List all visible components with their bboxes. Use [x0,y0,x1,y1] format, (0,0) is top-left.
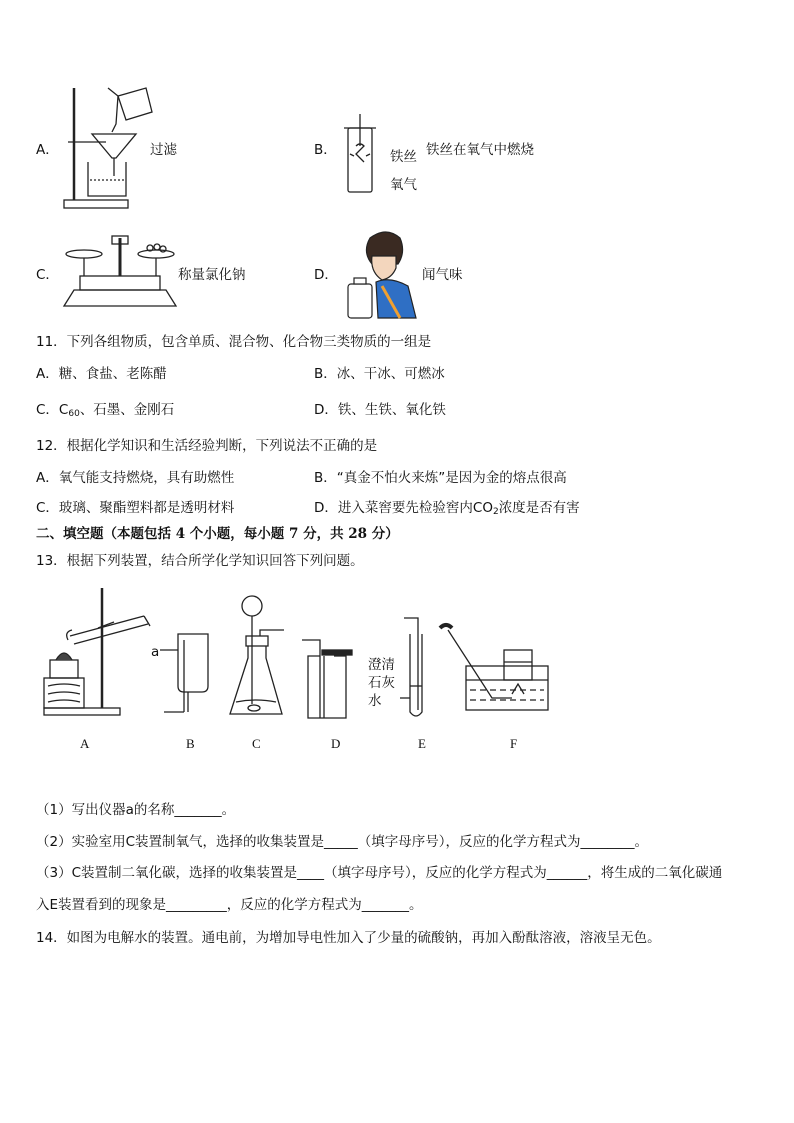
apparatus-label-e: E [418,736,426,751]
limewater-label-1: 澄清 [368,657,395,673]
instrument-a-label: a [151,644,160,660]
q12-option-c: C．玻璃、聚酯塑料都是透明材料 [36,500,235,516]
smelling-figure [342,226,418,318]
option-a-caption: 过滤 [150,142,177,158]
option-b-caption: 铁丝在氧气中燃烧 [426,142,534,158]
q12-option-a: A．氧气能支持燃烧，具有助燃性 [36,470,235,486]
q13-sub3-line1: （3）C装置制二氧化碳，选择的收集装置是____（填字母序号），反应的化学方程式为______，将生成的二氧化碳通 [36,865,723,881]
label-iron-wire: 铁丝 [390,149,417,165]
limewater-label-3: 水 [368,693,382,709]
option-d-caption: 闻气味 [422,267,463,283]
q11-option-a: A．糖、食盐、老陈醋 [36,366,167,382]
apparatus-label-a: A [80,736,90,751]
option-d-letter: D． [314,267,338,283]
apparatus-a-figure [40,586,152,718]
option-c-letter: C． [36,267,59,283]
apparatus-label-f: F [510,736,518,751]
apparatus-e-figure [398,614,438,720]
option-c-caption: 称量氯化钠 [178,267,246,283]
q11-option-d: D．铁、生铁、氧化铁 [314,402,446,418]
q11-option-c: C．$C_{60}$、石墨、金刚石 [36,402,175,419]
iron-wire-oxygen-figure [340,110,380,194]
option-b-letter: B． [314,142,337,158]
q12-stem: 12．根据化学知识和生活经验判断，下列说法不正确的是 [36,438,378,454]
limewater-label-2: 石灰 [368,675,395,691]
apparatus-c-figure [226,590,290,720]
apparatus-label-c: C [252,736,261,751]
q13-sub3-line2: 入E装置看到的现象是_________，反应的化学方程式为_______。 [36,897,423,913]
apparatus-f-figure [436,622,552,712]
balance-figure [60,232,180,312]
q13-sub1: （1）写出仪器a的名称_______。 [36,802,236,818]
q13-sub2: （2）实验室用C装置制氧气，选择的收集装置是_____（填字母序号），反应的化学方程式为________。 [36,834,649,850]
q11-option-b: B．冰、干冰、可燃冰 [314,366,445,382]
q11-stem: 11．下列各组物质，包含单质、混合物、化合物三类物质的一组是 [36,334,432,350]
q12-option-b: B．“真金不怕火来炼”是因为金的熔点很高 [314,470,567,486]
apparatus-d-figure [300,632,356,722]
apparatus-label-d: D [331,736,341,751]
apparatus-b-figure [160,626,220,718]
q14-stem: 14．如图为电解水的装置。通电前，为增加导电性加入了少量的硫酸钠，再加入酚酞溶液，溶液呈无色。 [36,930,661,946]
label-oxygen: 氧气 [390,177,417,193]
apparatus-label-b: B [186,736,195,751]
q13-stem: 13．根据下列装置，结合所学化学知识回答下列问题。 [36,553,364,569]
q12-option-d: D．进入菜窖要先检验窖内$CO_2$浓度是否有害 [314,500,580,517]
section-title: 二、填空题（本题包括 4 个小题，每小题 7 分，共 28 分） [36,526,399,542]
option-a-letter: A． [36,142,59,158]
